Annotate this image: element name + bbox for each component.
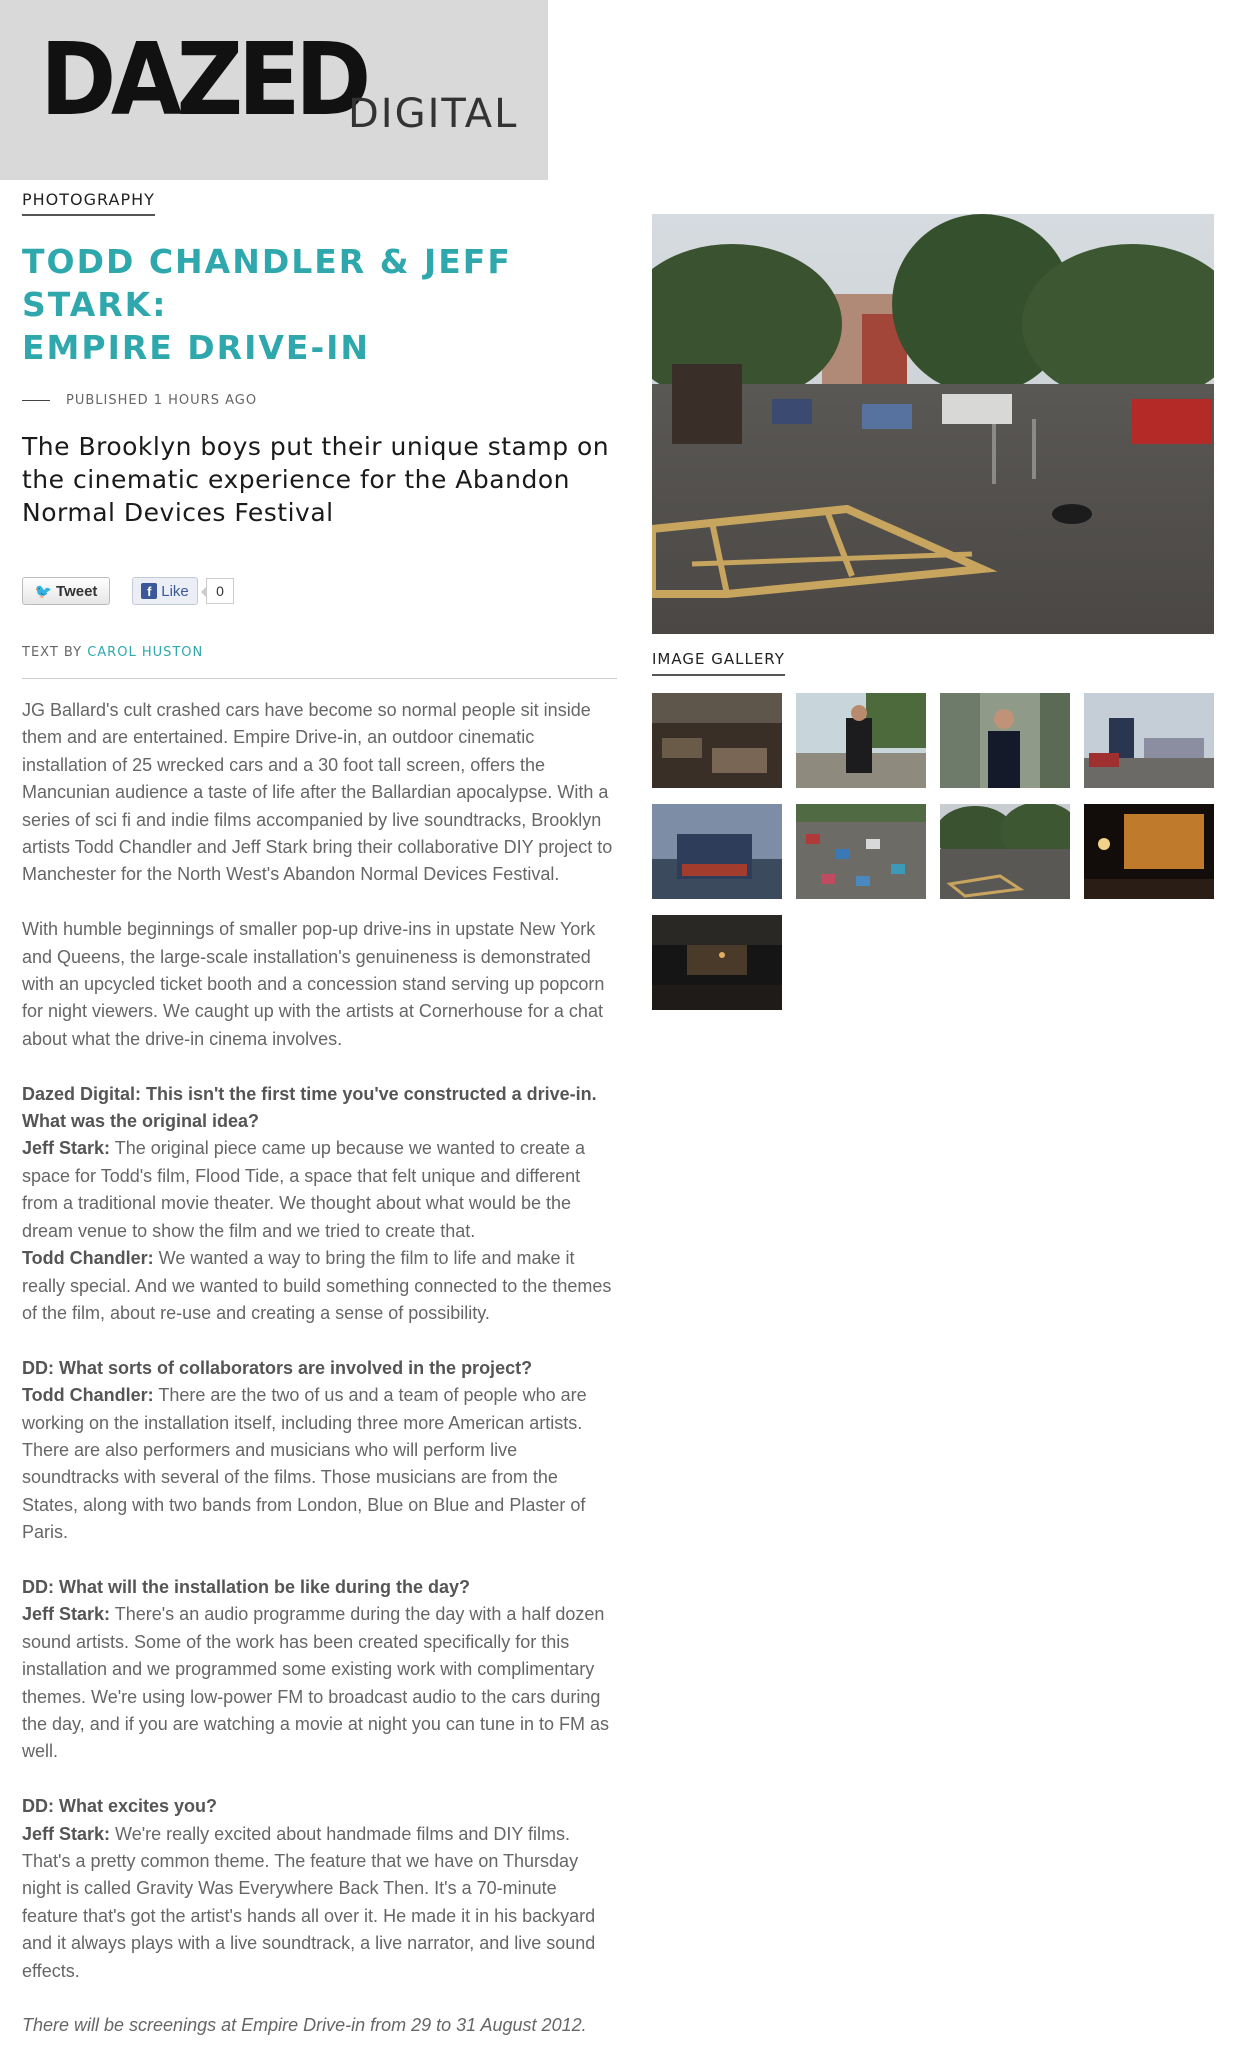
like-label: Like (161, 582, 189, 600)
article (22, 190, 617, 2067)
tweet-label: Tweet (56, 582, 98, 600)
answer: We're really excited about handmade films and DIY films. That's a pretty common theme. The feature that we have on Thursday night is called Gravity Was Everywhere Back Then. It's a 70-minute feature that's got the artist's hands all over it. He made it in his backyard and it always plays with a live soundtrack, a live narrator, and live sound effects. (22, 1823, 596, 1981)
qa-block (22, 1081, 617, 1328)
published-text: PUBLISHED 1 HOURS AGO (66, 393, 258, 408)
section-label[interactable]: PHOTOGRAPHY (22, 190, 155, 216)
published-rule (22, 400, 50, 401)
speaker: Jeff Stark: (22, 1823, 111, 1844)
main-photo[interactable] (652, 214, 1214, 634)
article-title (22, 240, 617, 369)
logo-dazed[interactable]: DAZED (40, 21, 366, 138)
masthead[interactable] (0, 0, 548, 180)
answer: The original piece came up because we wanted to create a space for Todd's film, Flood Tide, a space that felt unique and different from a traditional movie theater. We thought about what would be the dream venue to show the film and we tried to create that. (22, 1138, 586, 1241)
thumbnail-grid (652, 693, 1214, 1010)
paragraph: JG Ballard's cult crashed cars have become so normal people sit inside them and are entertained. Empire Drive-in, an outdoor cinematic installation of 25 wrecked cars and a 30 foot tall screen, offers the Mancunian audience a taste of life after the Ballardian apocalypse. With a series of sci fi and indie films accompanied by live soundtracks, Brooklyn artists Todd Chandler and Jeff Stark bring their collaborative DIY project to Manchester for the North West's Abandon Normal Devices Festival. (22, 700, 613, 885)
article-body (22, 697, 617, 2040)
speaker: Todd Chandler: (22, 1385, 154, 1406)
gallery-thumbnail[interactable] (652, 915, 782, 1010)
gallery-thumbnail[interactable] (652, 804, 782, 899)
gallery-thumbnail[interactable] (940, 693, 1070, 788)
gallery-thumbnail[interactable] (1084, 693, 1214, 788)
facebook-icon: f (141, 583, 157, 599)
like-count: 0 (206, 578, 234, 604)
byline-prefix: TEXT BY (22, 645, 83, 660)
gallery-thumbnail[interactable] (652, 693, 782, 788)
tweet-button[interactable] (22, 577, 110, 605)
gallery-thumbnail[interactable] (1084, 804, 1214, 899)
title-line-1: TODD CHANDLER & JEFF STARK: (22, 242, 512, 324)
gallery-heading: IMAGE GALLERY (652, 650, 785, 676)
screening-note: There will be screenings at Empire Drive-in from 29 to 31 August 2012. (22, 2015, 587, 2036)
gallery-thumbnail[interactable] (940, 804, 1070, 899)
speaker: Jeff Stark: (22, 1138, 111, 1159)
speaker: Todd Chandler: (22, 1248, 154, 1269)
author-link[interactable]: CAROL HUSTON (87, 645, 204, 660)
facebook-like-button[interactable] (132, 577, 198, 605)
media-column (652, 214, 1214, 1010)
logo-digital: DIGITAL (348, 91, 519, 137)
question: DD: What excites you? (22, 1796, 218, 1817)
byline (22, 645, 617, 679)
question: DD: What sorts of collaborators are involved in the project? (22, 1357, 533, 1378)
qa-block (22, 1355, 617, 1547)
question: DD: What will the installation be like during the day? (22, 1576, 471, 1597)
qa-block (22, 1574, 617, 1766)
gallery-thumbnail[interactable] (796, 693, 926, 788)
standfirst: The Brooklyn boys put their unique stamp on the cinematic experience for the Abandon Normal Devices Festival (22, 432, 610, 527)
title-line-2: EMPIRE DRIVE-IN (22, 328, 371, 367)
gallery-thumbnail[interactable] (796, 804, 926, 899)
paragraph: With humble beginnings of smaller pop-up drive-ins in upstate New York and Queens, the large-scale installation's genuineness is demonstrated with an upcycled ticket booth and a concession stand serving up popcorn for night viewers. We caught up with the artists at Cornerhouse for a chat about what the drive-in cinema involves. (22, 919, 605, 1049)
answer: We wanted a way to bring the film to life and make it really special. And we wanted to build something connected to the themes of the film, about re-use and creating a sense of possibility. (22, 1248, 612, 1323)
twitter-bird-icon: 🐦 (34, 582, 53, 599)
question: Dazed Digital: This isn't the first time you've constructed a drive-in. What was the original idea? (22, 1083, 597, 1132)
qa-block (22, 1793, 617, 1985)
answer: There are the two of us and a team of people who are working on the installation itself, including three more American artists. There are also performers and musicians who will perform live soundtracks with several of the films. Those musicians are from the States, along with two bands from London, Blue on Blue and Plaster of Paris. (22, 1385, 587, 1543)
published-meta (22, 393, 617, 408)
social-buttons (22, 577, 617, 605)
speaker: Jeff Stark: (22, 1604, 111, 1625)
answer: There's an audio programme during the day with a half dozen sound artists. Some of the work has been created specifically for this installation and we programmed some existing work with complimentary themes. We're using low-power FM to broadcast audio to the cars during the day, and if you are watching a movie at night you can tune in to FM as well. (22, 1604, 610, 1762)
